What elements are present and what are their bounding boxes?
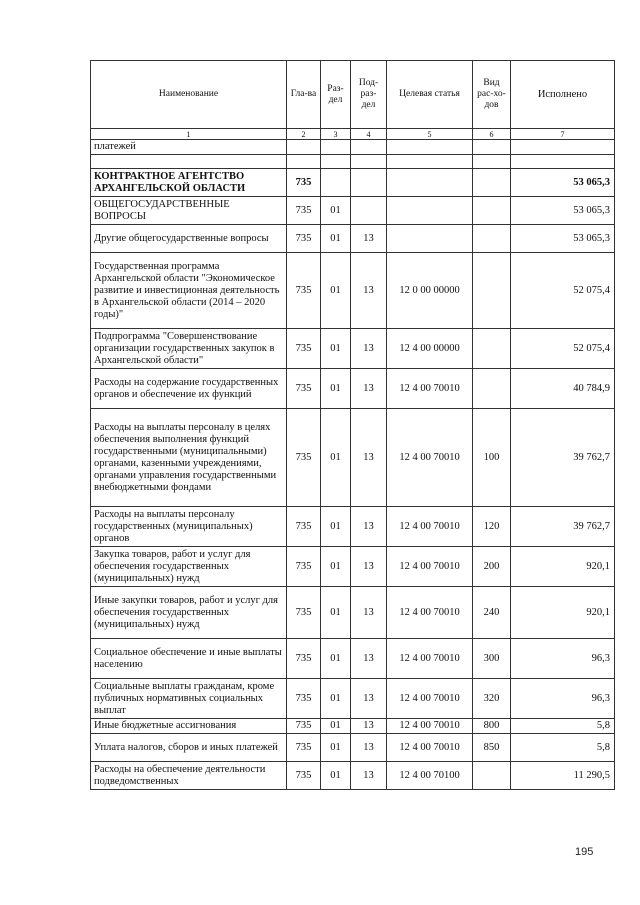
row-amount: 96,3	[511, 679, 615, 719]
row-target: 12 4 00 70010	[387, 679, 473, 719]
row-vid: 200	[473, 547, 511, 587]
row-podrazdel	[351, 197, 387, 225]
row-vid	[473, 253, 511, 329]
row-podrazdel: 13	[351, 369, 387, 409]
row-amount	[511, 140, 615, 155]
header-razdel: Раз-дел	[321, 61, 351, 129]
table-row	[91, 155, 615, 169]
row-podrazdel: 13	[351, 679, 387, 719]
column-number: 5	[387, 129, 473, 140]
row-razdel: 01	[321, 507, 351, 547]
column-number: 7	[511, 129, 615, 140]
row-name: Подпрограмма "Совершенствование организации государственных закупок в Архангельской области"	[91, 329, 287, 369]
table-row	[91, 225, 615, 253]
row-razdel: 01	[321, 547, 351, 587]
row-glava: 735	[287, 197, 321, 225]
table-row	[91, 409, 615, 507]
row-vid	[473, 155, 511, 169]
row-amount: 39 762,7	[511, 507, 615, 547]
row-vid: 320	[473, 679, 511, 719]
column-number: 1	[91, 129, 287, 140]
row-razdel: 01	[321, 225, 351, 253]
table-row	[91, 679, 615, 719]
row-target: 12 4 00 70010	[387, 639, 473, 679]
row-podrazdel: 13	[351, 225, 387, 253]
row-podrazdel: 13	[351, 507, 387, 547]
row-glava	[287, 155, 321, 169]
row-name: КОНТРАКТНОЕ АГЕНТСТВО АРХАНГЕЛЬСКОЙ ОБЛАСТИ	[91, 169, 287, 197]
row-glava: 735	[287, 639, 321, 679]
row-podrazdel: 13	[351, 762, 387, 790]
row-glava: 735	[287, 734, 321, 762]
row-name: Государственная программа Архангельской области "Экономическое развитие и инвестиционная деятельность в Архангельской области (2014 – 2020 годы)"	[91, 253, 287, 329]
table-row	[91, 329, 615, 369]
row-podrazdel: 13	[351, 547, 387, 587]
row-name	[91, 155, 287, 169]
row-vid	[473, 140, 511, 155]
row-target	[387, 140, 473, 155]
row-name: платежей	[91, 140, 287, 155]
table-row	[91, 762, 615, 790]
row-amount: 53 065,3	[511, 225, 615, 253]
row-amount: 52 075,4	[511, 253, 615, 329]
row-target	[387, 169, 473, 197]
row-target	[387, 225, 473, 253]
table-row	[91, 639, 615, 679]
table-row	[91, 719, 615, 734]
row-razdel: 01	[321, 762, 351, 790]
row-razdel	[321, 140, 351, 155]
header-glava: Гла-ва	[287, 61, 321, 129]
row-amount: 920,1	[511, 547, 615, 587]
row-vid: 800	[473, 719, 511, 734]
row-name: Расходы на выплаты персоналу государственных (муниципальных) органов	[91, 507, 287, 547]
row-target: 12 0 00 00000	[387, 253, 473, 329]
row-glava: 735	[287, 253, 321, 329]
row-vid	[473, 369, 511, 409]
row-vid	[473, 197, 511, 225]
row-razdel: 01	[321, 639, 351, 679]
table-row	[91, 197, 615, 225]
row-target: 12 4 00 00000	[387, 329, 473, 369]
table-row	[91, 734, 615, 762]
row-podrazdel: 13	[351, 253, 387, 329]
row-name: Расходы на обеспечение деятельности подведомственных	[91, 762, 287, 790]
row-glava: 735	[287, 679, 321, 719]
row-vid	[473, 225, 511, 253]
row-amount: 39 762,7	[511, 409, 615, 507]
column-number: 3	[321, 129, 351, 140]
row-podrazdel: 13	[351, 734, 387, 762]
row-amount: 96,3	[511, 639, 615, 679]
header-executed: Исполнено	[511, 61, 615, 129]
row-amount: 40 784,9	[511, 369, 615, 409]
row-glava: 735	[287, 719, 321, 734]
row-target	[387, 197, 473, 225]
row-name: Уплата налогов, сборов и иных платежей	[91, 734, 287, 762]
row-glava: 735	[287, 169, 321, 197]
row-glava: 735	[287, 409, 321, 507]
budget-table	[90, 60, 615, 790]
row-glava: 735	[287, 225, 321, 253]
row-vid: 850	[473, 734, 511, 762]
table-row	[91, 140, 615, 155]
header-vid: Вид рас-хо-дов	[473, 61, 511, 129]
row-glava: 735	[287, 547, 321, 587]
table-body	[91, 140, 615, 790]
row-podrazdel: 13	[351, 409, 387, 507]
header-podrazdel: Под-раз-дел	[351, 61, 387, 129]
row-podrazdel	[351, 140, 387, 155]
row-vid: 100	[473, 409, 511, 507]
table-header-row	[91, 61, 615, 129]
row-name: Иные закупки товаров, работ и услуг для обеспечения государственных (муниципальных) нужд	[91, 587, 287, 639]
row-glava	[287, 140, 321, 155]
row-razdel: 01	[321, 253, 351, 329]
row-amount: 53 065,3	[511, 169, 615, 197]
row-razdel: 01	[321, 369, 351, 409]
row-glava: 735	[287, 507, 321, 547]
row-target: 12 4 00 70010	[387, 587, 473, 639]
column-number: 6	[473, 129, 511, 140]
row-podrazdel: 13	[351, 329, 387, 369]
column-number-row	[91, 129, 615, 140]
row-razdel: 01	[321, 197, 351, 225]
table-row	[91, 587, 615, 639]
row-podrazdel	[351, 155, 387, 169]
row-target: 12 4 00 70010	[387, 409, 473, 507]
row-podrazdel: 13	[351, 587, 387, 639]
row-glava: 735	[287, 762, 321, 790]
row-name: Расходы на содержание государственных органов и обеспечение их функций	[91, 369, 287, 409]
row-vid: 120	[473, 507, 511, 547]
row-razdel: 01	[321, 679, 351, 719]
row-amount: 52 075,4	[511, 329, 615, 369]
page-number: 195	[575, 846, 594, 858]
row-razdel: 01	[321, 587, 351, 639]
row-amount: 920,1	[511, 587, 615, 639]
row-vid	[473, 329, 511, 369]
header-target: Целевая статья	[387, 61, 473, 129]
row-vid: 240	[473, 587, 511, 639]
row-amount: 5,8	[511, 719, 615, 734]
row-target	[387, 155, 473, 169]
row-name: Социальные выплаты гражданам, кроме публичных нормативных социальных выплат	[91, 679, 287, 719]
table-row	[91, 253, 615, 329]
row-name: Социальное обеспечение и иные выплаты населению	[91, 639, 287, 679]
row-target: 12 4 00 70010	[387, 719, 473, 734]
row-target: 12 4 00 70010	[387, 507, 473, 547]
table-row	[91, 507, 615, 547]
row-glava: 735	[287, 369, 321, 409]
row-name: Закупка товаров, работ и услуг для обеспечения государственных (муниципальных) нужд	[91, 547, 287, 587]
row-name: Иные бюджетные ассигнования	[91, 719, 287, 734]
column-number: 2	[287, 129, 321, 140]
row-razdel	[321, 169, 351, 197]
row-name: Другие общегосударственные вопросы	[91, 225, 287, 253]
row-glava: 735	[287, 329, 321, 369]
row-name: Расходы на выплаты персоналу в целях обеспечения выполнения функций государственными (муниципальными) органами, казенными учреждениями, органами управления государственными внебюджетными фондами	[91, 409, 287, 507]
row-podrazdel: 13	[351, 719, 387, 734]
row-vid: 300	[473, 639, 511, 679]
row-glava: 735	[287, 587, 321, 639]
header-name: Наименование	[91, 61, 287, 129]
table-row	[91, 369, 615, 409]
row-amount: 53 065,3	[511, 197, 615, 225]
row-razdel: 01	[321, 719, 351, 734]
row-amount: 5,8	[511, 734, 615, 762]
column-number: 4	[351, 129, 387, 140]
table-row	[91, 169, 615, 197]
row-vid	[473, 169, 511, 197]
row-razdel: 01	[321, 409, 351, 507]
row-razdel: 01	[321, 329, 351, 369]
row-razdel: 01	[321, 734, 351, 762]
row-target: 12 4 00 70010	[387, 547, 473, 587]
row-name: ОБЩЕГОСУДАРСТВЕННЫЕ ВОПРОСЫ	[91, 197, 287, 225]
row-target: 12 4 00 70010	[387, 369, 473, 409]
row-razdel	[321, 155, 351, 169]
row-podrazdel	[351, 169, 387, 197]
row-target: 12 4 00 70100	[387, 762, 473, 790]
row-vid	[473, 762, 511, 790]
row-amount: 11 290,5	[511, 762, 615, 790]
table-row	[91, 547, 615, 587]
row-target: 12 4 00 70010	[387, 734, 473, 762]
row-amount	[511, 155, 615, 169]
row-podrazdel: 13	[351, 639, 387, 679]
